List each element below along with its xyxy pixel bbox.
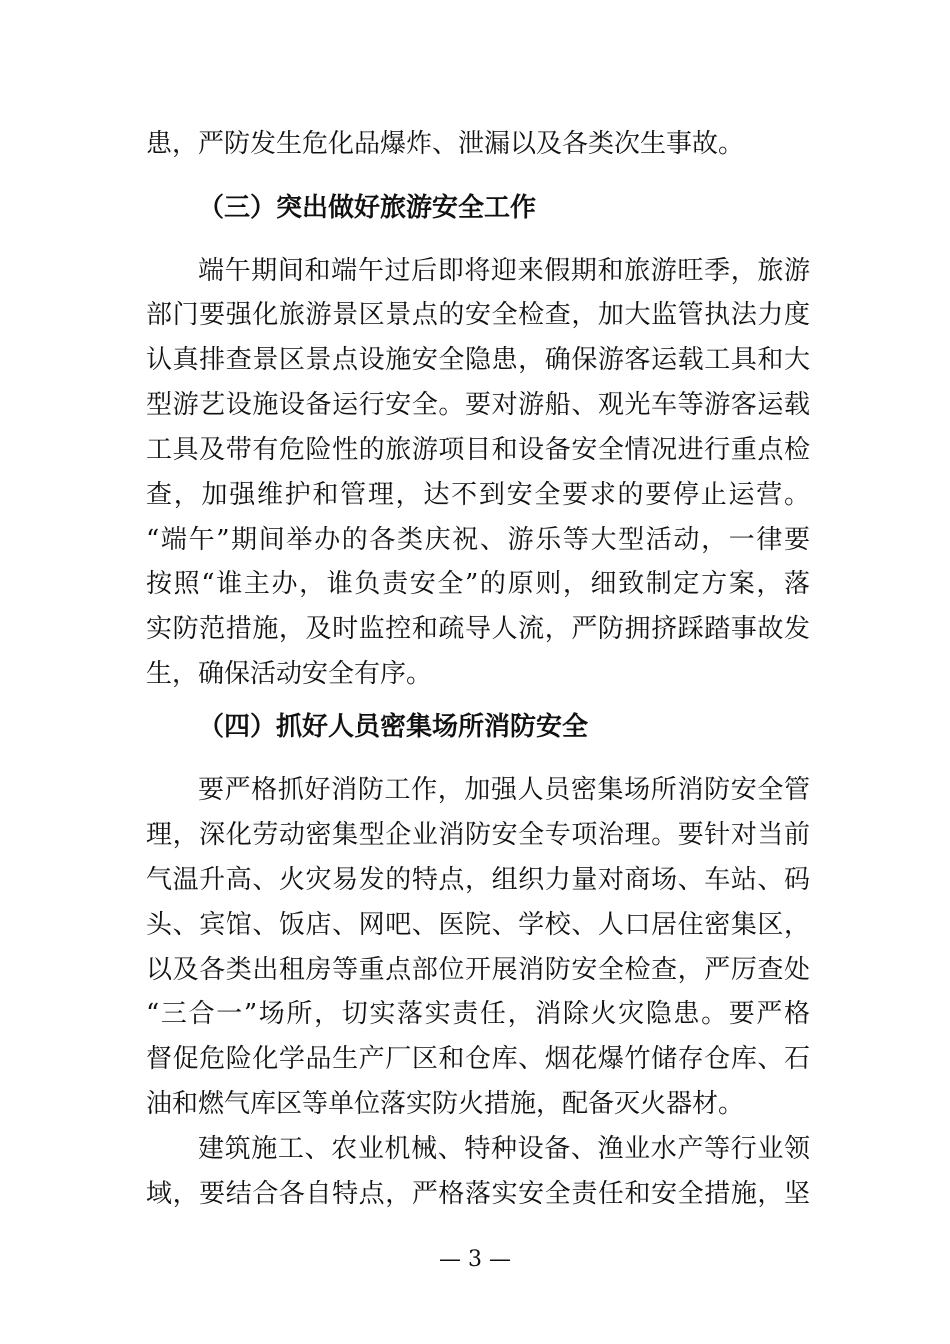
body-text-line: 以及各类出租房等重点部位开展消防安全检查，严厉查处 [146,955,810,985]
body-text-line: 实防范措施，及时监控和疏导人流，严防拥挤踩踏事故发 [146,614,810,644]
section-heading: （三）突出做好旅游安全工作 [198,193,537,223]
body-text-line: 生，确保活动安全有序。 [146,659,433,689]
body-text-line: 型游艺设施设备运行安全。要对游船、观光车等游客运载 [146,390,810,420]
body-text-line: 认真排查景区景点设施安全隐患，确保游客运载工具和大 [146,345,810,375]
body-text-line: 域，要结合各自特点，严格落实安全责任和安全措施，坚 [146,1179,810,1209]
body-text-line: 查，加强维护和管理，达不到安全要求的要停止运营。 [146,480,810,510]
body-text-line: 工具及带有危险性的旅游项目和设备安全情况进行重点检 [146,435,810,465]
body-text-line: 建筑施工、农业机械、特种设备、渔业水产等行业领 [198,1134,810,1164]
body-text-line: 理，深化劳动密集型企业消防安全专项治理。要针对当前 [146,820,810,850]
body-text-line: 头、宾馆、饭店、网吧、医院、学校、人口居住密集区， [146,910,810,940]
body-text-line: 气温升高、火灾易发的特点，组织力量对商场、车站、码 [146,865,810,895]
body-text-line: “三合一”场所，切实落实责任，消除火灾隐患。要严格 [146,999,810,1029]
page-number: — 3 — [439,1247,511,1272]
body-text-line: 要严格抓好消防工作，加强人员密集场所消防安全管 [198,775,810,805]
body-text-line: 端午期间和端午过后即将迎来假期和旅游旺季，旅游 [198,256,810,286]
section-heading: （四）抓好人员密集场所消防安全 [198,712,589,742]
body-text-line: “端午”期间举办的各类庆祝、游乐等大型活动，一律要 [146,525,810,555]
body-text-line: 患，严防发生危化品爆炸、泄漏以及各类次生事故。 [146,129,745,159]
body-text-line: 督促危险化学品生产厂区和仓库、烟花爆竹储存仓库、石 [146,1044,810,1074]
body-text-line: 按照“谁主办，谁负责安全”的原则，细致制定方案，落 [146,569,810,599]
body-text-line: 部门要强化旅游景区景点的安全检查，加大监管执法力度 [146,300,810,330]
body-text-line: 油和燃气库区等单位落实防火措施，配备灭火器材。 [146,1089,745,1119]
